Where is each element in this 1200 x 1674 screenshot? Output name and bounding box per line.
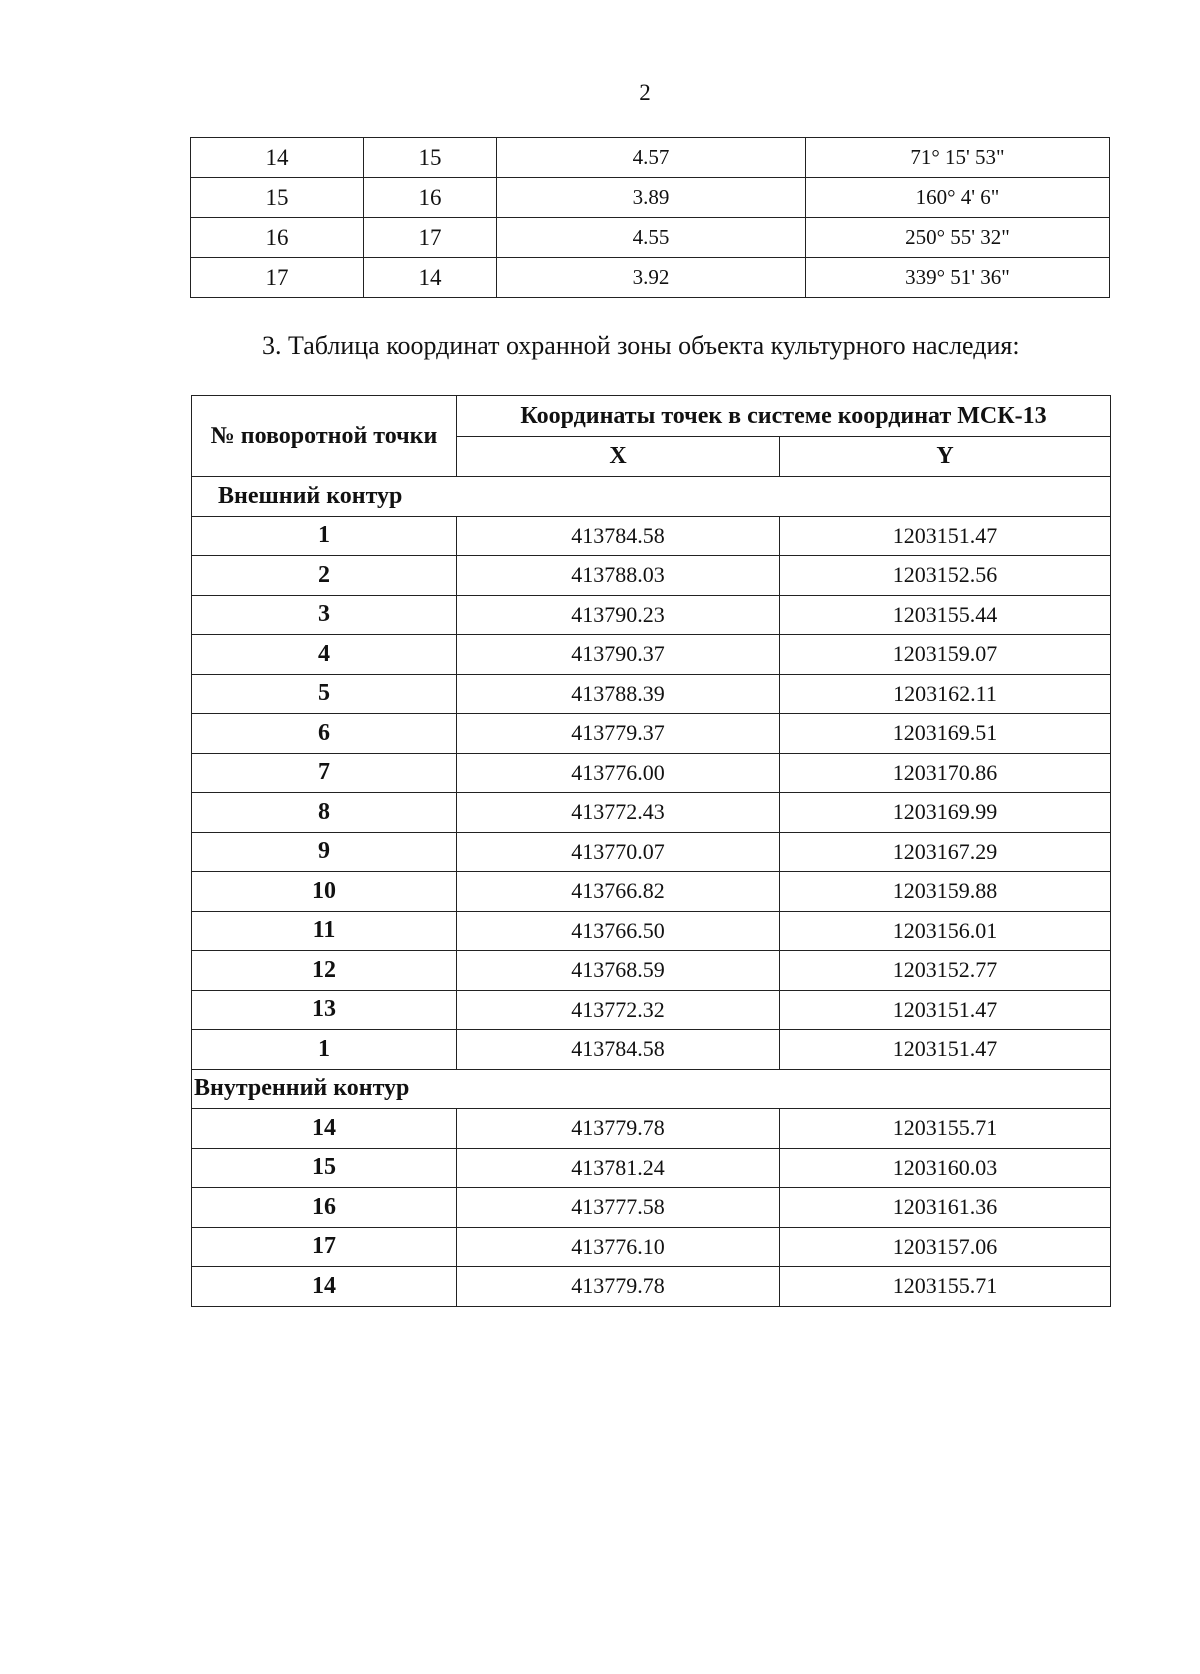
coord-y: 1203151.47 <box>780 516 1111 556</box>
coord-y: 1203170.86 <box>780 753 1111 793</box>
table-row <box>192 872 1111 912</box>
coord-y: 1203155.71 <box>780 1267 1111 1307</box>
coord-x: 413772.43 <box>457 793 780 833</box>
segment-length: 3.92 <box>497 258 806 298</box>
segment-length: 3.89 <box>497 178 806 218</box>
table-row <box>191 178 1110 218</box>
inner-contour-label-row <box>192 1069 1111 1109</box>
point-number: 6 <box>192 714 457 754</box>
point-number: 7 <box>192 753 457 793</box>
segment-to: 16 <box>364 178 497 218</box>
segment-from: 17 <box>191 258 364 298</box>
segment-length: 4.57 <box>497 138 806 178</box>
inner-contour-label: Внутренний контур <box>192 1069 1111 1109</box>
coord-x: 413790.37 <box>457 635 780 675</box>
segment-angle: 339° 51' 36" <box>806 258 1110 298</box>
coord-y: 1203151.47 <box>780 990 1111 1030</box>
coord-x: 413766.50 <box>457 911 780 951</box>
table-row <box>191 258 1110 298</box>
table-row <box>192 714 1111 754</box>
table-row <box>191 218 1110 258</box>
coord-y: 1203167.29 <box>780 832 1111 872</box>
coord-y: 1203159.07 <box>780 635 1111 675</box>
coord-x: 413788.39 <box>457 674 780 714</box>
segment-from: 14 <box>191 138 364 178</box>
point-number: 4 <box>192 635 457 675</box>
coord-x: 413776.00 <box>457 753 780 793</box>
point-number: 13 <box>192 990 457 1030</box>
coord-x: 413766.82 <box>457 872 780 912</box>
table-row <box>192 1227 1111 1267</box>
coord-x: 413768.59 <box>457 951 780 991</box>
coord-y: 1203155.44 <box>780 595 1111 635</box>
point-number: 10 <box>192 872 457 912</box>
table-row <box>192 1188 1111 1228</box>
point-number: 14 <box>192 1267 457 1307</box>
header-row <box>192 396 1111 437</box>
table-row <box>192 635 1111 675</box>
segment-angle: 71° 15' 53" <box>806 138 1110 178</box>
segment-from: 15 <box>191 178 364 218</box>
table-row <box>192 911 1111 951</box>
segment-to: 17 <box>364 218 497 258</box>
point-number: 12 <box>192 951 457 991</box>
coord-y: 1203161.36 <box>780 1188 1111 1228</box>
header-y: Y <box>780 437 1111 477</box>
coord-x: 413777.58 <box>457 1188 780 1228</box>
table-row <box>192 595 1111 635</box>
segments-table <box>190 137 1110 298</box>
coord-y: 1203157.06 <box>780 1227 1111 1267</box>
coord-y: 1203155.71 <box>780 1109 1111 1149</box>
coord-y: 1203160.03 <box>780 1148 1111 1188</box>
table-row <box>192 793 1111 833</box>
segments-table-body <box>191 138 1110 298</box>
point-number: 3 <box>192 595 457 635</box>
table-row <box>192 1267 1111 1307</box>
coord-x: 413781.24 <box>457 1148 780 1188</box>
header-point: № поворотной точки <box>192 396 457 477</box>
segment-angle: 160° 4' 6" <box>806 178 1110 218</box>
point-number: 11 <box>192 911 457 951</box>
segment-length: 4.55 <box>497 218 806 258</box>
header-coords: Координаты точек в системе координат МСК-13 <box>457 396 1111 437</box>
coord-x: 413790.23 <box>457 595 780 635</box>
point-number: 1 <box>192 1030 457 1070</box>
coords-table-caption: 3. Таблица координат охранной зоны объекта культурного наследия: <box>262 331 1020 360</box>
coord-y: 1203159.88 <box>780 872 1111 912</box>
coords-table-body <box>192 477 1111 1307</box>
coord-y: 1203162.11 <box>780 674 1111 714</box>
coord-y: 1203169.99 <box>780 793 1111 833</box>
coord-y: 1203156.01 <box>780 911 1111 951</box>
coord-x: 413779.78 <box>457 1109 780 1149</box>
coord-y: 1203152.77 <box>780 951 1111 991</box>
table-row <box>192 753 1111 793</box>
coord-x: 413788.03 <box>457 556 780 596</box>
table-row <box>192 951 1111 991</box>
header-x: X <box>457 437 780 477</box>
segment-to: 15 <box>364 138 497 178</box>
table-row <box>192 1109 1111 1149</box>
coord-x: 413784.58 <box>457 1030 780 1070</box>
point-number: 2 <box>192 556 457 596</box>
coords-table-head <box>192 396 1111 477</box>
table-row <box>192 990 1111 1030</box>
table-row <box>192 556 1111 596</box>
outer-contour-label: Внешний контур <box>192 477 1111 517</box>
table-row <box>192 516 1111 556</box>
coord-y: 1203151.47 <box>780 1030 1111 1070</box>
coord-x: 413770.07 <box>457 832 780 872</box>
point-number: 14 <box>192 1109 457 1149</box>
point-number: 8 <box>192 793 457 833</box>
point-number: 15 <box>192 1148 457 1188</box>
point-number: 9 <box>192 832 457 872</box>
coords-table <box>191 395 1111 1307</box>
coord-x: 413779.78 <box>457 1267 780 1307</box>
outer-contour-label-row <box>192 477 1111 517</box>
segment-angle: 250° 55' 32" <box>806 218 1110 258</box>
table-row <box>191 138 1110 178</box>
coord-x: 413776.10 <box>457 1227 780 1267</box>
segment-to: 14 <box>364 258 497 298</box>
table-row <box>192 674 1111 714</box>
coord-x: 413772.32 <box>457 990 780 1030</box>
coord-x: 413779.37 <box>457 714 780 754</box>
point-number: 5 <box>192 674 457 714</box>
point-number: 16 <box>192 1188 457 1228</box>
segment-from: 16 <box>191 218 364 258</box>
table-row <box>192 1030 1111 1070</box>
coord-y: 1203169.51 <box>780 714 1111 754</box>
table-row <box>192 832 1111 872</box>
table-row <box>192 1148 1111 1188</box>
coord-x: 413784.58 <box>457 516 780 556</box>
point-number: 17 <box>192 1227 457 1267</box>
point-number: 1 <box>192 516 457 556</box>
coord-y: 1203152.56 <box>780 556 1111 596</box>
page-number: 2 <box>639 80 651 105</box>
